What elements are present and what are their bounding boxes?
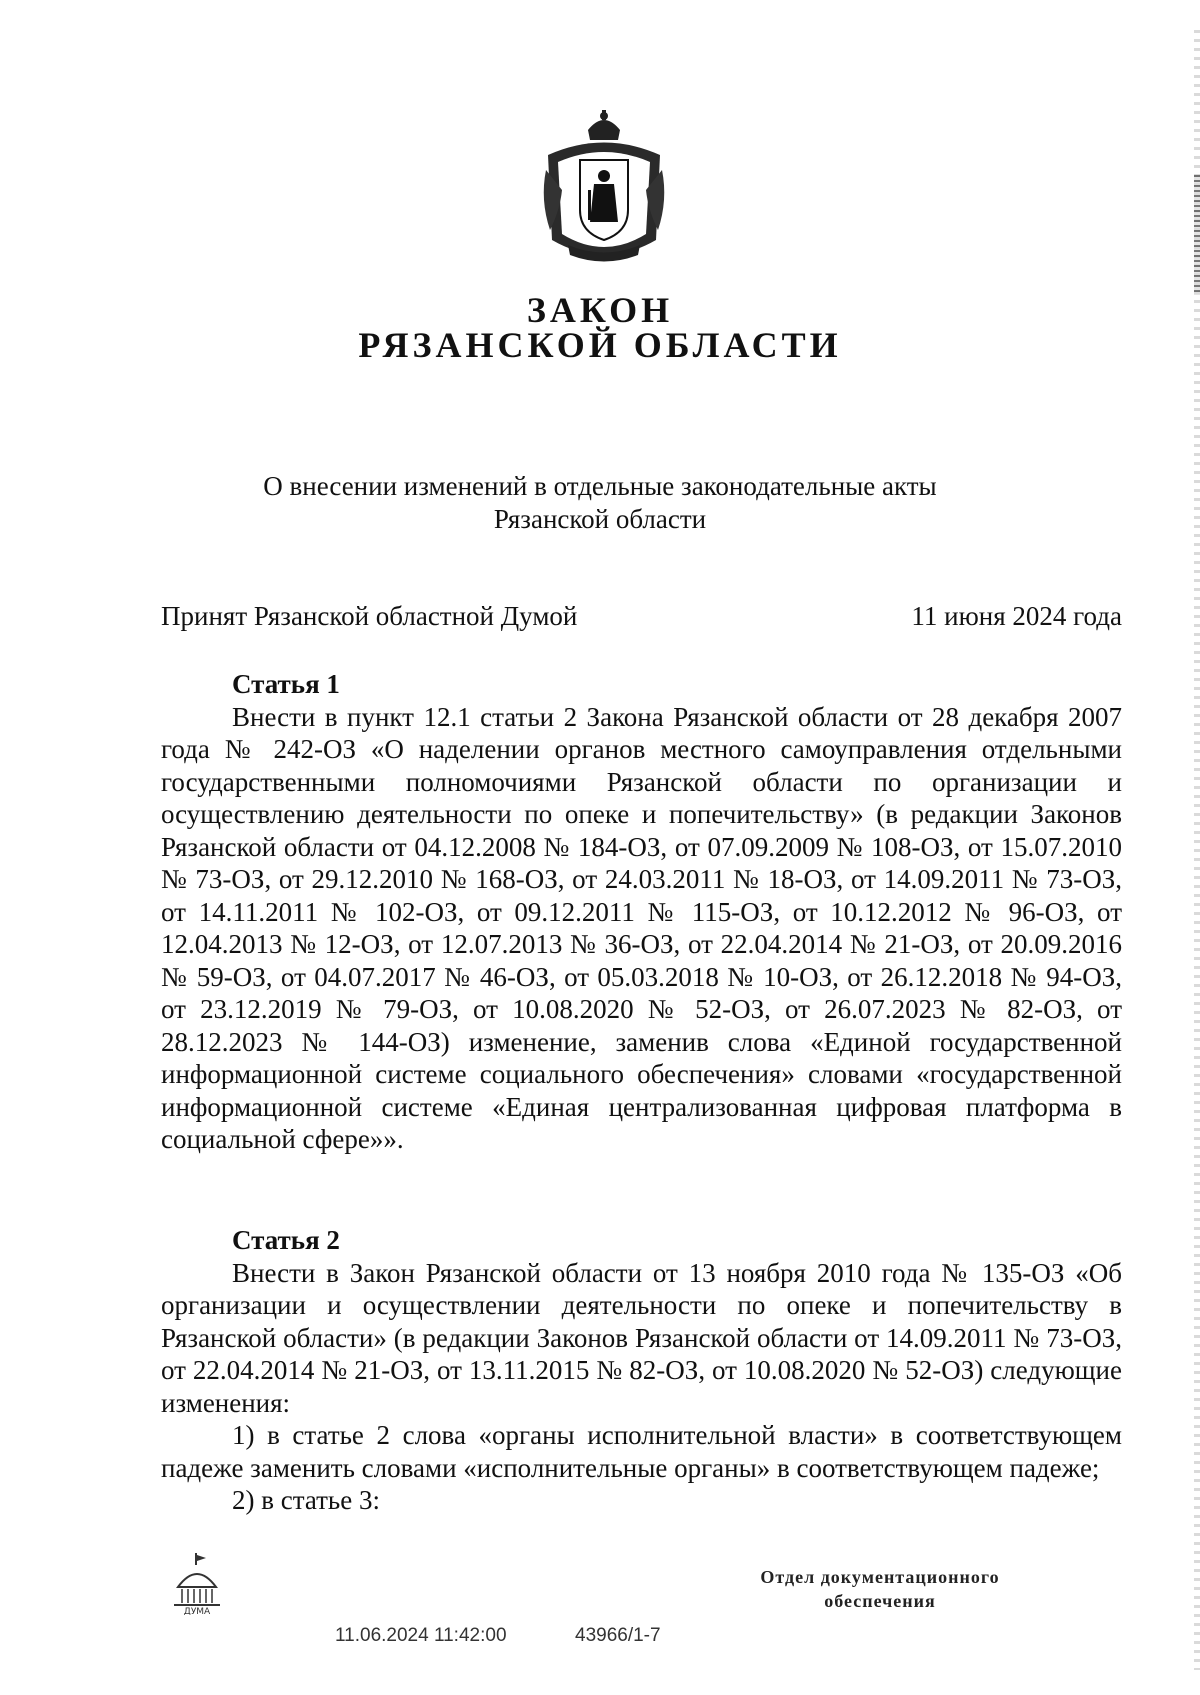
article-1-text: Внести в пункт 12.1 статьи 2 Закона Рязанской области от 28 декабря 2007 года № 242-ОЗ «О наделении органов местного самоуправления отдельными государственными полномочиями Рязанской области по организации и осуществлению деятельности по опеке и попечительству» (в редакции Законов Рязанской области от 04.12.2008 № 184-ОЗ, от 07.09.2009 № 108-ОЗ, от 15.07.2010 № 73-ОЗ, от 29.12.2010 № 168-ОЗ, от 24.03.2011 № 18-ОЗ, от 14.09.2011 № 73-ОЗ, от 14.11.2011 № 102-ОЗ, от 09.12.2011 № 115-ОЗ, от 10.12.2012 № 96-ОЗ, от 12.04.2013 № 12-ОЗ, от 12.07.2013 № 36-ОЗ, от 22.04.2014 № 21-ОЗ, от 20.09.2016 № 59-ОЗ, от 04.07.2017 № 46-ОЗ, от 05.03.2018 № 10-ОЗ, от 26.12.2018 № 94-ОЗ, от 23.12.2019 № 79-ОЗ, от 10.08.2020 № 52-ОЗ, от 26.07.2023 № 82-ОЗ, от 28.12.2023 № 144-ОЗ) изменение, заменив слова «Единой государственной информационной системе социального обеспечения» словами «государственной информационной системе «Единая централизованная цифровая платформа в социальной сфере»». (161, 701, 1122, 1154)
subject-line-1: О внесении изменений в отдельные законодательные акты (263, 471, 937, 501)
adopted-by: Принят Рязанской областной Думой (161, 601, 578, 631)
article-1-title: Статья 1 (232, 669, 340, 699)
registration-number: 43966/1-7 (575, 1625, 661, 1646)
scan-edge-mark (1194, 175, 1200, 295)
law-subject (0, 470, 1200, 536)
article-2-text: Внести в Закон Рязанской области от 13 ноября 2010 года № 135-ОЗ «Об организации и осуществлении деятельности по опеке и попечительству в Рязанской области» (в редакции Законов Рязанской области от 14.09.2011 № 73-ОЗ, от 22.04.2014 № 21-ОЗ, от 13.11.2015 № 82-ОЗ, от 10.08.2020 № 52-ОЗ) следующие изменения: (161, 1257, 1122, 1418)
law-title: ЗАКОН (526, 290, 674, 330)
article-2-item: 1) в статье 2 слова «органы исполнительной власти» в соответствующем падеже заменить словами «исполнительные органы» в соответствующем падеже; (161, 1420, 1122, 1483)
department-line-2: обеспечения (824, 1591, 936, 1611)
department-line-1: Отдел документационного (760, 1567, 1000, 1587)
department-stamp (730, 1565, 1030, 1613)
duma-building-icon (170, 1553, 225, 1615)
law-region: РЯЗАНСКОЙ ОБЛАСТИ (358, 325, 842, 365)
article-2-item: 2) в статье 3: (232, 1485, 380, 1515)
coat-of-arms-icon (538, 110, 670, 270)
article-2 (161, 1224, 1122, 1517)
article-2-title: Статья 2 (232, 1225, 340, 1255)
adoption-line (161, 600, 1122, 632)
article-1 (161, 668, 1122, 1156)
registration-timestamp: 11.06.2024 11:42:00 (335, 1625, 507, 1646)
duma-logo-text: ДУМА (183, 1607, 211, 1615)
subject-line-2: Рязанской области (493, 504, 707, 534)
adopted-date: 11 июня 2024 года (911, 601, 1122, 631)
